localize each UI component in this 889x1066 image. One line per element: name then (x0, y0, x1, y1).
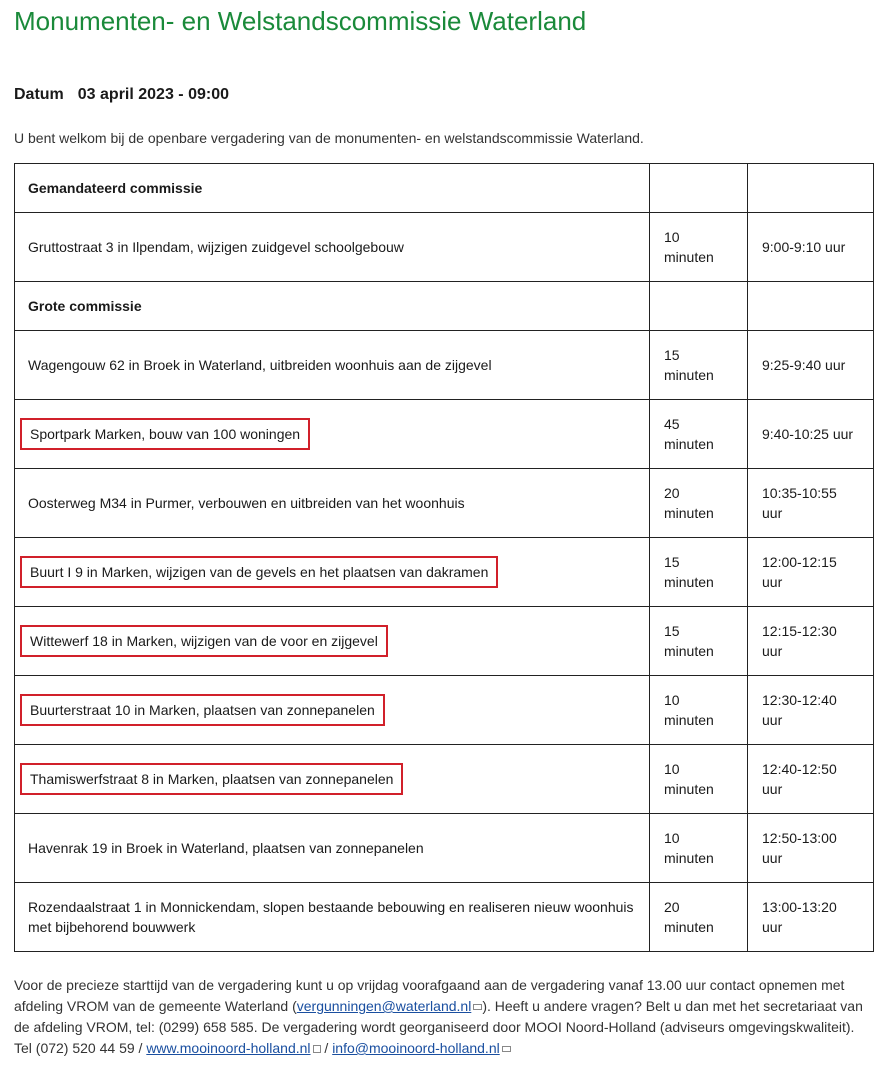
time-unit: uur (762, 850, 783, 866)
duration-cell (650, 469, 748, 538)
empty-cell (748, 282, 874, 331)
agenda-table (14, 163, 874, 952)
section-header-row (15, 282, 874, 331)
duration-unit: minuten (664, 712, 714, 728)
highlighted-item-text: Buurterstraat 10 in Marken, plaatsen van zonnepanelen (26, 700, 379, 720)
item-text: Wagengouw 62 in Broek in Waterland, uitbreiden woonhuis aan de zijgevel (28, 357, 492, 373)
agenda-row (15, 538, 874, 607)
item-text: Rozendaalstraat 1 in Monnickendam, slopen bestaande bebouwing en realiseren nieuw woonhuis met bijbehorend bouwwerk (28, 899, 634, 935)
agenda-row (15, 607, 874, 676)
duration-unit: minuten (664, 919, 714, 935)
agenda-row (15, 676, 874, 745)
item-cell (15, 469, 650, 538)
item-cell (15, 331, 650, 400)
time-cell (748, 213, 874, 282)
item-cell (15, 607, 650, 676)
duration-cell (650, 331, 748, 400)
duration-number: 10 (664, 761, 680, 777)
meeting-date (14, 86, 229, 104)
time-cell (748, 607, 874, 676)
time-range: 10:35-10:55 (762, 485, 837, 501)
agenda-row (15, 331, 874, 400)
duration-unit: minuten (664, 249, 714, 265)
item-text: Oosterweg M34 in Purmer, verbouwen en uitbreiden van het woonhuis (28, 495, 465, 511)
duration-unit: minuten (664, 436, 714, 452)
duration-number: 10 (664, 830, 680, 846)
item-cell (15, 400, 650, 469)
intro-text: U bent welkom bij de openbare vergadering van de monumenten- en welstandscommissie Waterland. (14, 130, 644, 146)
empty-cell (650, 282, 748, 331)
agenda-row (15, 883, 874, 952)
page-title: Monumenten- en Welstandscommissie Waterland (14, 6, 587, 36)
duration-unit: minuten (664, 505, 714, 521)
duration-cell (650, 814, 748, 883)
agenda-row (15, 469, 874, 538)
time-range: 12:15-12:30 (762, 623, 837, 639)
time-cell (748, 400, 874, 469)
footer-text-part: ). Heeft u andere vragen? Belt u dan met het secretariaat van de afdeling VROM, tel: (0299) 658 585. De vergadering wordt georganiseerd door MOOI Noord-Holland (adviseurs omgevingskwaliteit). Tel (072) 520 44 59 / (14, 998, 863, 1056)
duration-cell (650, 400, 748, 469)
time-unit: uur (762, 712, 783, 728)
time-cell (748, 676, 874, 745)
duration-unit: minuten (664, 574, 714, 590)
item-cell (15, 676, 650, 745)
item-cell (15, 814, 650, 883)
time-range: 9:00-9:10 uur (762, 239, 846, 255)
agenda-row (15, 213, 874, 282)
item-cell (15, 883, 650, 952)
time-range: 12:30-12:40 (762, 692, 837, 708)
time-unit: uur (762, 781, 783, 797)
duration-unit: minuten (664, 643, 714, 659)
item-cell (15, 745, 650, 814)
empty-cell (748, 164, 874, 213)
section-heading: Gemandateerd commissie (15, 164, 650, 213)
highlighted-item-text: Sportpark Marken, bouw van 100 woningen (26, 424, 304, 444)
email-link-info[interactable]: info@mooinoord-holland.nl (332, 1040, 500, 1056)
time-range: 12:00-12:15 (762, 554, 837, 570)
footer-text-part: Voor de precieze starttijd van de vergadering kunt u op vrijdag voorafgaand aan de vergadering vanaf 13.00 uur contact opnemen met afdeling VROM van de gemeente Waterland ( (14, 977, 845, 1014)
highlighted-item-text: Thamiswerfstraat 8 in Marken, plaatsen van zonnepanelen (26, 769, 397, 789)
duration-cell (650, 213, 748, 282)
item-cell (15, 538, 650, 607)
time-unit: uur (762, 919, 783, 935)
email-link-vergunningen[interactable]: vergunningen@waterland.nl (296, 998, 472, 1014)
duration-number: 15 (664, 554, 680, 570)
time-unit: uur (762, 643, 783, 659)
duration-number: 10 (664, 229, 680, 245)
time-range: 9:25-9:40 uur (762, 357, 846, 373)
time-cell (748, 883, 874, 952)
item-text: Gruttostraat 3 in Ilpendam, wijzigen zuidgevel schoolgebouw (28, 239, 404, 255)
duration-number: 20 (664, 899, 680, 915)
time-range: 9:40-10:25 uur (762, 426, 854, 442)
agenda-row (15, 745, 874, 814)
external-link-icon (313, 1045, 321, 1053)
duration-cell (650, 883, 748, 952)
time-cell (748, 538, 874, 607)
duration-cell (650, 676, 748, 745)
footer-separator: / (320, 1040, 333, 1056)
duration-cell (650, 607, 748, 676)
item-text: Havenrak 19 in Broek in Waterland, plaatsen van zonnepanelen (28, 840, 424, 856)
duration-number: 45 (664, 416, 680, 432)
highlighted-item-text: Wittewerf 18 in Marken, wijzigen van de voor en zijgevel (26, 631, 382, 651)
time-unit: uur (762, 574, 783, 590)
duration-cell (650, 538, 748, 607)
duration-unit: minuten (664, 850, 714, 866)
duration-unit: minuten (664, 781, 714, 797)
duration-number: 20 (664, 485, 680, 501)
mail-icon (473, 1004, 482, 1010)
website-link-mooi[interactable]: www.mooinoord-holland.nl (146, 1040, 311, 1056)
duration-number: 15 (664, 347, 680, 363)
time-unit: uur (762, 505, 783, 521)
time-range: 13:00-13:20 (762, 899, 837, 915)
duration-number: 10 (664, 692, 680, 708)
section-heading: Grote commissie (15, 282, 650, 331)
time-cell (748, 745, 874, 814)
date-value: 03 april 2023 - 09:00 (77, 86, 229, 103)
agenda-row (15, 814, 874, 883)
item-cell (15, 213, 650, 282)
time-range: 12:50-13:00 (762, 830, 837, 846)
duration-number: 15 (664, 623, 680, 639)
highlighted-item-text: Buurt I 9 in Marken, wijzigen van de gevels en het plaatsen van dakramen (26, 562, 492, 582)
section-header-row (15, 164, 874, 213)
footer-text (14, 975, 874, 1059)
time-cell (748, 331, 874, 400)
date-label: Datum (14, 86, 64, 103)
empty-cell (650, 164, 748, 213)
duration-unit: minuten (664, 367, 714, 383)
time-range: 12:40-12:50 (762, 761, 837, 777)
duration-cell (650, 745, 748, 814)
time-cell (748, 814, 874, 883)
time-cell (748, 469, 874, 538)
agenda-row (15, 400, 874, 469)
mail-icon (502, 1046, 511, 1052)
